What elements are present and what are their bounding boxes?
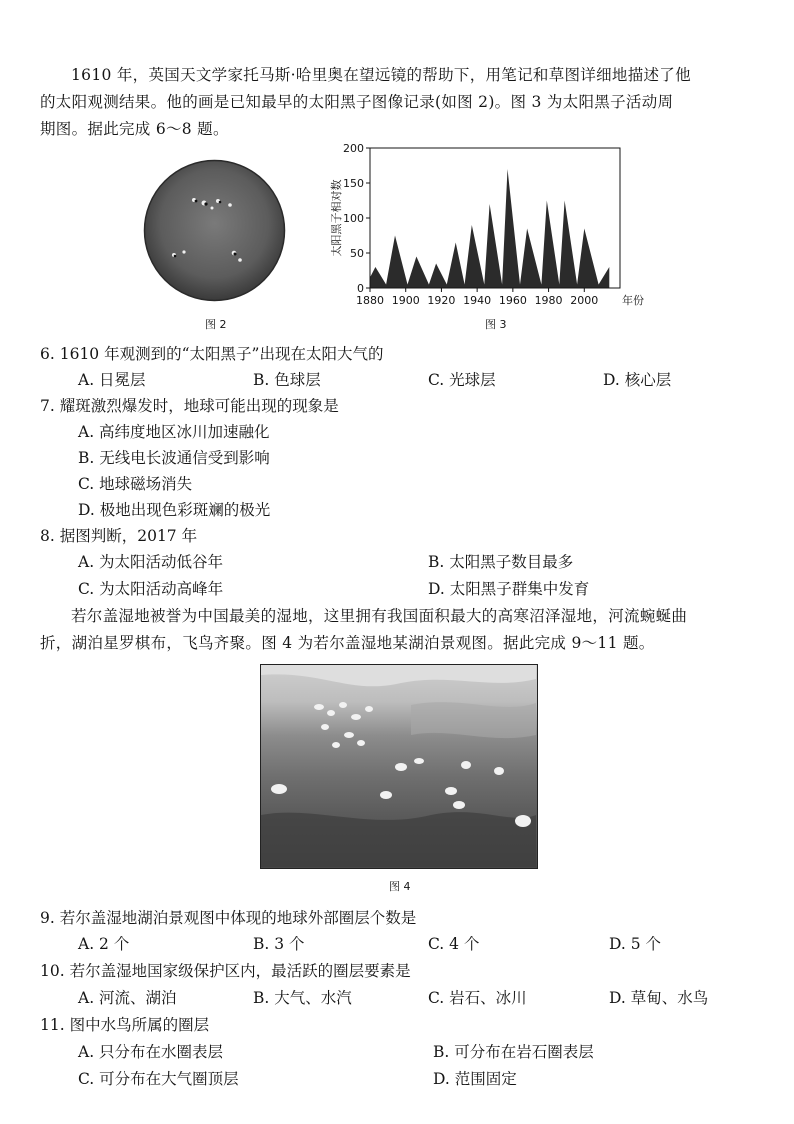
y-tick-label: 150 — [343, 177, 364, 190]
x-tick-label: 1900 — [391, 294, 420, 307]
lake-swans-photo — [260, 664, 538, 869]
q6-option-c[interactable]: C. 光球层 — [428, 371, 496, 389]
x-tick-label: 1940 — [463, 294, 492, 307]
q7-option-c[interactable]: C. 地球磁场消失 — [78, 475, 193, 493]
intro-line-3: 期图。据此完成 6～8 题。 — [40, 120, 229, 138]
x-tick-label: 1980 — [534, 294, 563, 307]
q10-stem: 10. 若尔盖湿地国家级保护区内，最活跃的圈层要素是 — [40, 962, 411, 980]
q11-option-a[interactable]: A. 只分布在水圈表层 — [78, 1043, 224, 1061]
q9-stem: 9. 若尔盖湿地湖泊景观图中体现的地球外部圈层个数是 — [40, 909, 417, 927]
q11-option-c[interactable]: C. 可分布在大气圈顶层 — [78, 1070, 239, 1088]
y-tick-label: 0 — [357, 282, 364, 295]
sunspot-series-area — [366, 169, 609, 288]
q11-option-b[interactable]: B. 可分布在岩石圈表层 — [433, 1043, 594, 1061]
q8-option-a[interactable]: A. 为太阳活动低谷年 — [78, 553, 224, 571]
q10-option-c[interactable]: C. 岩石、冰川 — [428, 989, 527, 1007]
sunspot-cycle-chart — [322, 140, 682, 312]
intro-line-2: 的太阳观测结果。他的画是已知最早的太阳黑子图像记录(如图 2)。图 3 为太阳黑子活动周 — [40, 93, 674, 111]
intro-line-1: 1610 年，英国天文学家托马斯·哈里奥在望远镜的帮助下，用笔记和草图详细地描述了他 — [71, 66, 691, 84]
q11-option-d[interactable]: D. 范围固定 — [433, 1070, 517, 1088]
chart-xlabel: 年份 — [622, 294, 644, 307]
intro2-line-2: 折，湖泊星罗棋布，飞鸟齐聚。图 4 为若尔盖湿地某湖泊景观图。据此完成 9～11 题。 — [40, 634, 655, 652]
q8-option-b[interactable]: B. 太阳黑子数目最多 — [428, 553, 574, 571]
y-tick-label: 200 — [343, 142, 364, 155]
fig2-caption: 图 2 — [205, 318, 227, 331]
q11-stem: 11. 图中水鸟所属的圈层 — [40, 1016, 210, 1034]
y-tick-label: 100 — [343, 212, 364, 225]
fig4-caption: 图 4 — [389, 880, 411, 893]
intro2-line-1: 若尔盖湿地被誉为中国最美的湿地，这里拥有我国面积最大的高寒沼泽湿地，河流蜿蜒曲 — [71, 607, 688, 625]
x-tick-label: 1920 — [427, 294, 456, 307]
x-tick-label: 1880 — [356, 294, 384, 307]
q7-option-a[interactable]: A. 高纬度地区冰川加速融化 — [78, 423, 270, 441]
q10-option-b[interactable]: B. 大气、水汽 — [253, 989, 352, 1007]
q7-option-d[interactable]: D. 极地出现色彩斑斓的极光 — [78, 501, 271, 519]
sunspot-sketch-figure — [142, 158, 287, 303]
q6-stem: 6. 1610 年观测到的“太阳黑子”出现在太阳大气的 — [40, 345, 384, 363]
y-tick-label: 50 — [350, 247, 364, 260]
q9-option-d[interactable]: D. 5 个 — [609, 935, 662, 953]
q6-option-d[interactable]: D. 核心层 — [603, 371, 672, 389]
q10-option-d[interactable]: D. 草甸、水鸟 — [609, 989, 709, 1007]
q8-option-c[interactable]: C. 为太阳活动高峰年 — [78, 580, 224, 598]
q8-option-d[interactable]: D. 太阳黑子群集中发育 — [428, 580, 590, 598]
fig3-caption: 图 3 — [485, 318, 507, 331]
q9-option-c[interactable]: C. 4 个 — [428, 935, 480, 953]
q9-option-a[interactable]: A. 2 个 — [78, 935, 130, 953]
x-tick-label: 1960 — [498, 294, 527, 307]
q8-stem: 8. 据图判断，2017 年 — [40, 527, 198, 545]
q10-option-a[interactable]: A. 河流、湖泊 — [78, 989, 177, 1007]
q9-option-b[interactable]: B. 3 个 — [253, 935, 305, 953]
chart-ylabel: 太阳黑子相对数 — [330, 179, 343, 257]
x-tick-label: 2000 — [570, 294, 599, 307]
q7-stem: 7. 耀斑激烈爆发时，地球可能出现的现象是 — [40, 397, 339, 415]
q7-option-b[interactable]: B. 无线电长波通信受到影响 — [78, 449, 270, 467]
q6-option-a[interactable]: A. 日冕层 — [78, 371, 146, 389]
q6-option-b[interactable]: B. 色球层 — [253, 371, 321, 389]
